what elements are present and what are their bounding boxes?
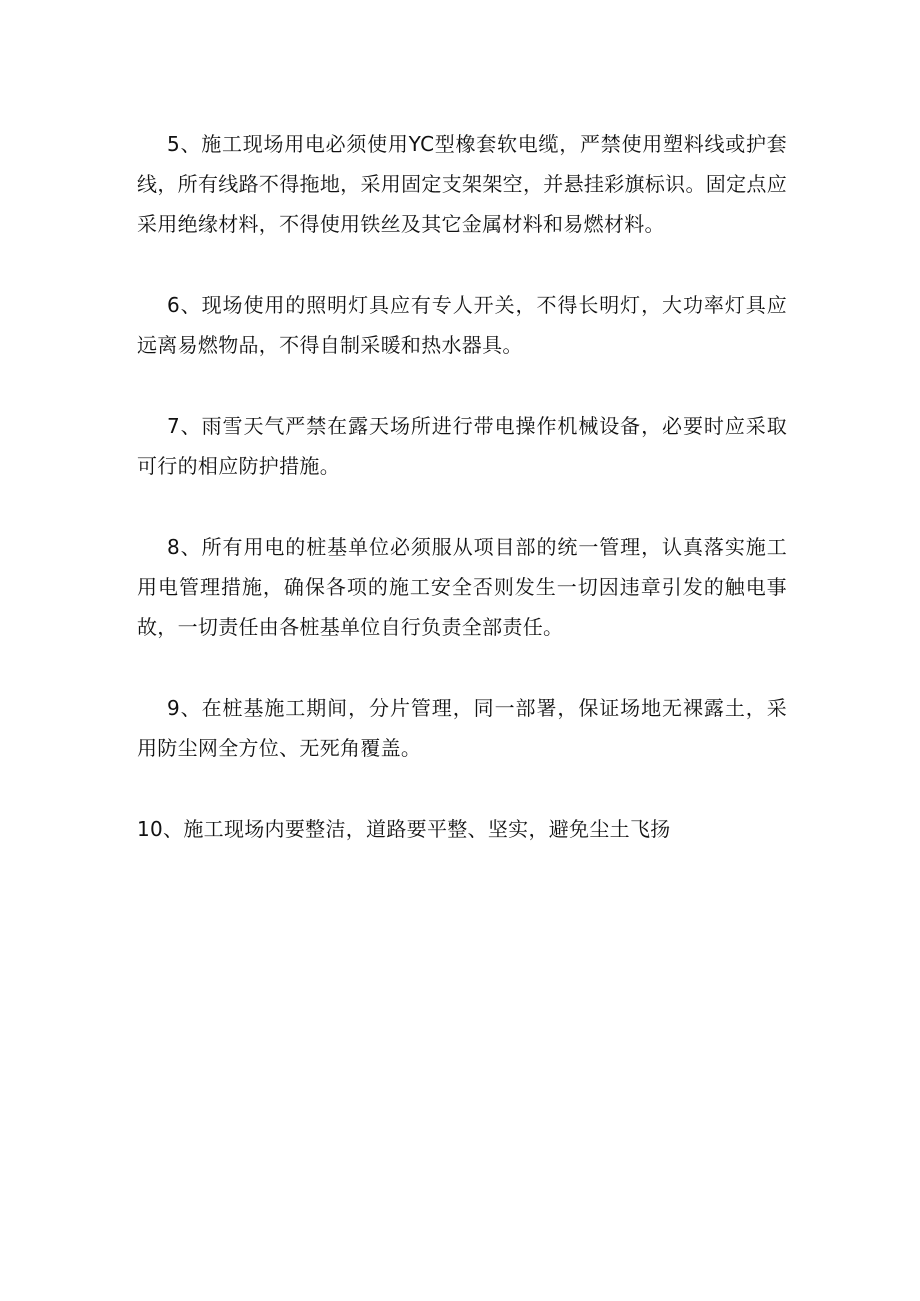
paragraph-item-8: 8、所有用电的桩基单位必须服从项目部的统一管理，认真落实施工用电管理措施，确保各项的施工安全否则发生一切因违章引发的触电事故，一切责任由各桩基单位自行负责全部责任。 [137, 535, 787, 639]
document-body [137, 124, 787, 890]
paragraph-item-7: 7、雨雪天气严禁在露天场所进行带电操作机械设备，必要时应采取可行的相应防护措施。 [137, 414, 787, 478]
paragraph-item-5: 5、施工现场用电必须使用YC型橡套软电缆，严禁使用塑料线或护套线，所有线路不得拖地，采用固定支架架空，并悬挂彩旗标识。固定点应采用绝缘材料，不得使用铁丝及其它金属材料和易燃材料。 [137, 132, 787, 236]
paragraph-item-6: 6、现场使用的照明灯具应有专人开关，不得长明灯，大功率灯具应远离易燃物品，不得自制采暖和热水器具。 [137, 293, 787, 357]
paragraph-item-10: 10、施工现场内要整洁，道路要平整、坚实，避免尘土飞扬 [137, 817, 671, 841]
paragraph-item-9: 9、在桩基施工期间，分片管理，同一部署，保证场地无裸露土，采用防尘网全方位、无死角覆盖。 [137, 696, 787, 760]
